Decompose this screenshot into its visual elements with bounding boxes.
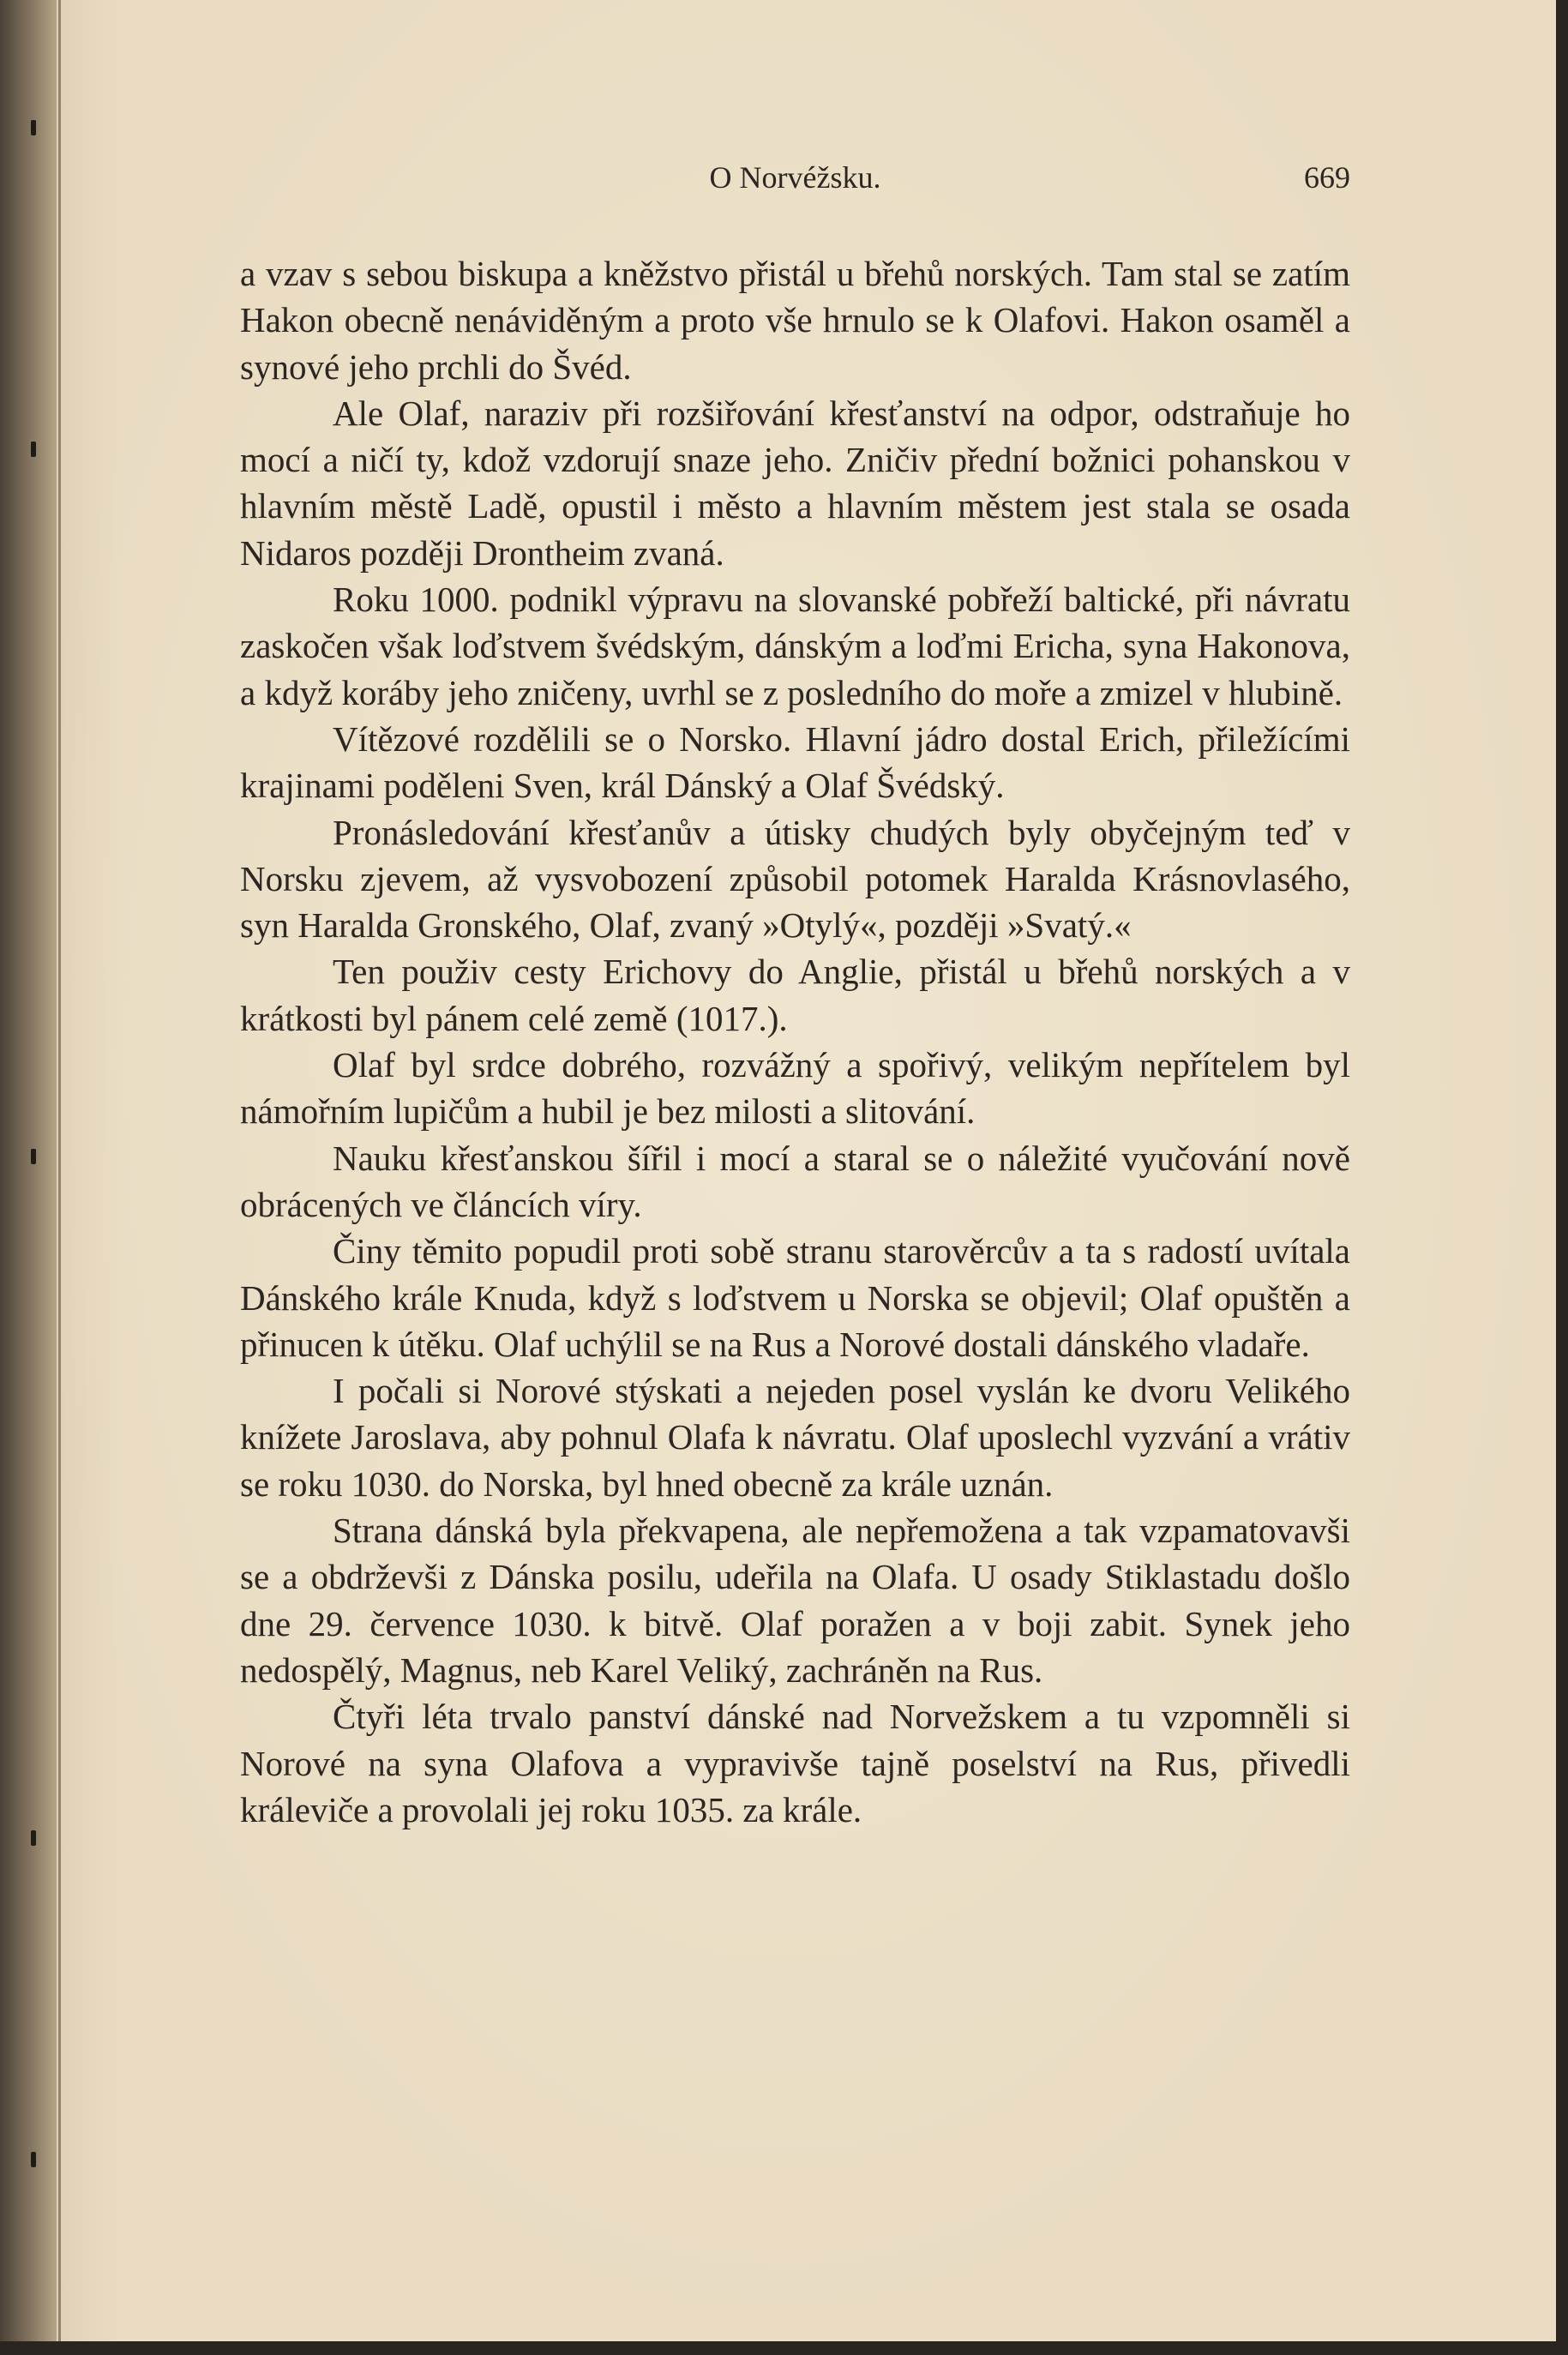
paragraph: Ale Olaf, naraziv při rozšiřování křesťanství na odpor, odstraňuje ho mocí a ničí ty, kdož vzdorují snaze jeho. Zničiv přední božnici pohanskou v hlavním městě Ladě, opustil i město a hlavním městem jest stala se osada Nidaros později Drontheim zvaná. [240,393,1350,573]
paragraph: Roku 1000. podnikl výpravu na slovanské pobřeží baltické, při návratu zaskočen však loďstvem švédským, dánským a loďmi Ericha, syna Hakonova, a když koráby jeho zničeny, uvrhl se z posledního do moře a zmizel v hlubině. [240,580,1350,712]
page-right-edge [1556,0,1568,2355]
paragraph: Nauku křesťanskou šířil i mocí a staral se o náležité vyučování nově obrácených ve článcích víry. [240,1138,1350,1224]
margin-mark [31,2152,36,2167]
paragraph: Čtyři léta trvalo panství dánské nad Norvežskem a tu vzpomněli si Norové na syna Olafova a vypravivše tajně poselství na Rus, přivedli králeviče a provolali jej roku 1035. za krále. [240,1697,1350,1829]
page-bottom-edge [0,2341,1568,2355]
paragraph: Vítězové rozdělili se o Norsko. Hlavní jádro dostal Erich, přiležícími krajinami poděleni Sven, král Dánský a Olaf Švédský. [240,718,1350,806]
margin-mark [31,442,36,457]
page-number: 669 [1304,160,1350,195]
paragraph: Ten použiv cesty Erichovy do Anglie, přistál u břehů norských a v krátkosti byl pánem celé země (1017.). [240,952,1350,1038]
running-header [240,153,1350,204]
paragraph: Pronásledování křesťanův a útisky chudých byly obyčejným teď v Norsku zjevem, až vysvobození způsobil potomek Haralda Krásnovlasého, syn Haralda Gronského, Olaf, zvaný »Otylý«, později »Svatý.« [240,812,1350,946]
paragraph: I počali si Norové stýskati a nejeden posel vyslán ke dvoru Velikého knížete Jaroslava, aby pohnul Olafa k návratu. Olaf uposlechl vyzvání a vrátiv se roku 1030. do Norska, byl hned obecně za krále uznán. [240,1371,1350,1504]
binding-line [58,0,61,2355]
margin-mark [31,1830,36,1846]
page-title: O Norvéžsku. [709,160,881,195]
paragraph: a vzav s sebou biskupa a kněžstvo přistál u břehů norských. Tam stal se zatím Hakon obecně nenáviděným a proto vše hrnulo se k Olafovi. Hakon osaměl a synové jeho prchli do Švéd. [240,254,1350,387]
paragraph: Strana dánská byla překvapena, ale nepřemožena a tak vzpamatovavši se a obdrževši z Dánska posilu, udeřila na Olafa. U osady Stiklastadu došlo dne 29. července 1030. k bitvě. Olaf poražen a v boji zabit. Synek jeho nedospělý, Magnus, neb Karel Veliký, zachráněn na Rus. [240,1511,1350,1690]
paragraph: Olaf byl srdce dobrého, rozvážný a spořivý, velikým nepřítelem byl námořním lupičům a hubil je bez milosti a slitování. [240,1045,1350,1132]
margin-mark [31,120,36,135]
margin-mark [31,1149,36,1164]
page-binding-edge [0,0,57,2355]
body-text [240,250,1350,1833]
paragraph: Činy těmito popudil proti sobě stranu starověrcův a ta s radostí uvítala Dánského krále Knuda, když s loďstvem u Norska se objevil; Olaf opuštěn a přinucen k útěku. Olaf uchýlil se na Rus a Norové dostali dánského vladaře. [240,1231,1350,1364]
